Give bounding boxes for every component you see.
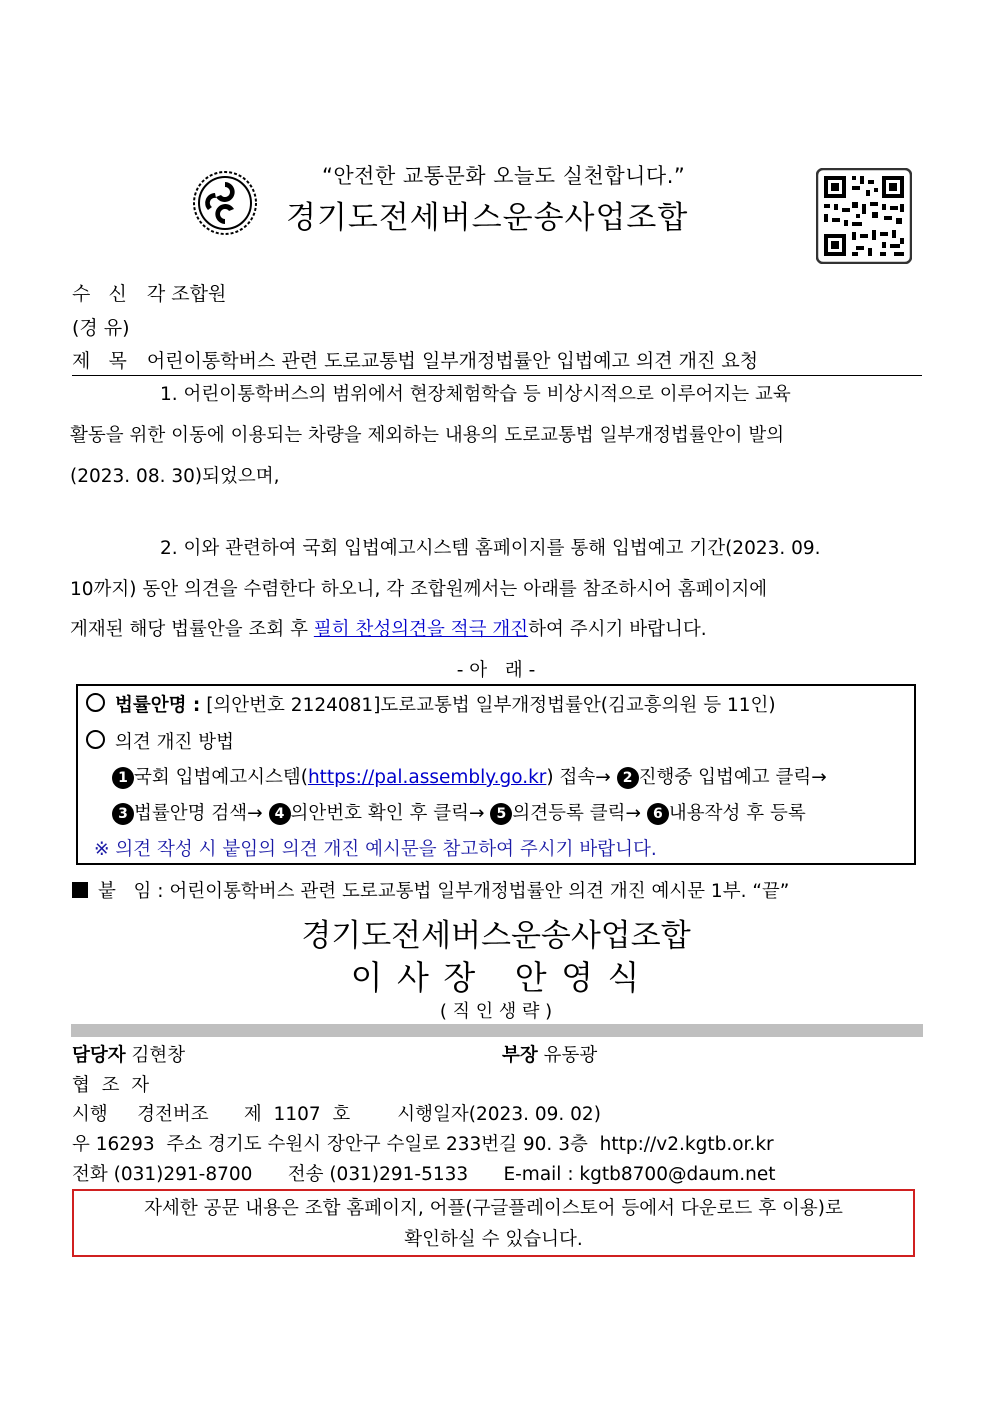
circle-bullet-icon	[86, 730, 105, 749]
notice-line-1: 자세한 공문 내용은 조합 홈페이지, 어플(구글플레이스토어 등에서 다운로드 후 이용)로	[144, 1198, 843, 1219]
notice-line-2: 확인하실 수 있습니다.	[404, 1229, 583, 1250]
cooperator-row: 협 조 자	[72, 1075, 150, 1096]
square-bullet-icon	[72, 882, 88, 898]
para2-line3-pre: 게재된 해당 법률안을 조회 후	[70, 619, 314, 640]
support-opinion-link[interactable]: 필히 찬성의견을 적극 개진	[313, 619, 529, 640]
subject-row	[72, 346, 922, 376]
steps-row-1	[112, 763, 827, 789]
step2-number-icon: 2	[617, 767, 639, 789]
below-heading: - 아 래 -	[456, 660, 536, 681]
para2-line3-post: 하여 주시기 바랍니다.	[528, 619, 707, 640]
union-logo	[192, 170, 258, 236]
para2-line1: 2. 이와 관련하여 국회 입법예고시스템 홈페이지를 통해 입법예고 기간(2023. 09.	[160, 538, 821, 559]
contact-row: 전화 (031)291-8700 전송 (031)291-5133 E-mail : kgtb8700@daum.net	[72, 1164, 776, 1185]
enforcement-row: 시행 경전버조 제 1107 호 시행일자(2023. 09. 02)	[72, 1104, 601, 1125]
step1-number-icon: 1	[112, 767, 134, 789]
step1-pre: 국회 입법예고시스템(	[134, 767, 308, 788]
circle-bullet-icon	[86, 693, 105, 712]
header-org-name: 경기도전세버스운송사업조합	[286, 200, 689, 236]
step4-number-icon: 4	[269, 803, 291, 825]
qr-code[interactable]	[816, 168, 912, 264]
step3-number-icon: 3	[112, 803, 134, 825]
step4-text: 의안번호 확인 후 클릭→	[290, 803, 485, 824]
signature-org: 경기도전세버스운송사업조합	[301, 918, 691, 954]
steps-row-2	[112, 799, 806, 825]
head-name: 유동광	[543, 1045, 598, 1066]
para2-line3	[70, 609, 920, 650]
signature-chair: 이 사 장 안 영 식	[350, 958, 642, 997]
header-slogan: “안전한 교통문화 오늘도 실천합니다.”	[322, 164, 686, 188]
step5-text: 의견등록 클릭→	[512, 803, 641, 824]
note-text: ※ 의견 작성 시 붙임의 의견 개진 예시문을 참고하여 주시기 바랍니다.	[94, 839, 657, 860]
via-row: (경 유)	[72, 317, 130, 339]
step6-text: 내용작성 후 등록	[668, 803, 806, 824]
footer-divider	[71, 1024, 923, 1037]
step5-number-icon: 5	[490, 803, 512, 825]
attachment-row	[72, 877, 789, 903]
para1-line2: 활동을 위한 이동에 이용되는 차량을 제외하는 내용의 도로교통법 일부개정법률안이 발의	[70, 425, 785, 446]
subject-value: 어린이통학버스 관련 도로교통법 일부개정법률안 입법예고 의견 개진 요청	[146, 350, 759, 372]
manager-label: 담당자	[72, 1045, 126, 1066]
subject-label: 제 목	[72, 350, 127, 372]
manager-row	[72, 1041, 185, 1067]
attachment-text: 붙 임 : 어린이통학버스 관련 도로교통법 일부개정법률안 의견 개진 예시문 1부. “끝”	[98, 881, 790, 902]
method-label: 의견 개진 방법	[115, 732, 234, 753]
assembly-url-link[interactable]: https://pal.assembly.go.kr	[307, 767, 547, 788]
seal-note: ( 직 인 생 략 )	[439, 1001, 553, 1022]
head-label: 부장	[502, 1045, 538, 1066]
recipient-label: 수 신	[72, 283, 127, 305]
address-row: 우 16293 주소 경기도 수원시 장안구 수일로 233번길 90. 3층 http://v2.kgtb.or.kr	[72, 1134, 774, 1155]
recipient-row	[72, 279, 226, 306]
head-row	[502, 1041, 597, 1067]
para1-line1: 1. 어린이통학버스의 범위에서 현장체험학습 등 비상시적으로 이루어지는 교육	[160, 384, 791, 405]
step6-number-icon: 6	[647, 803, 669, 825]
para2-line2: 10까지) 동안 의견을 수렴한다 하오니, 각 조합원께서는 아래를 참조하시어 홈페이지에	[70, 579, 768, 600]
manager-name: 김현창	[131, 1045, 186, 1066]
para1-line3: (2023. 08. 30)되었으며,	[70, 466, 280, 487]
step3-text: 법률안명 검색→	[134, 803, 263, 824]
step1-post: ) 접속→	[546, 767, 611, 788]
recipient-value: 각 조합원	[146, 283, 227, 305]
bill-name-row	[86, 691, 776, 717]
step2-text: 진행중 입법예고 클릭→	[638, 767, 827, 788]
bill-name-label: 법률안명 :	[115, 695, 201, 716]
bill-name-value: [의안번호 2124081]도로교통법 일부개정법률안(김교흥의원 등 11인)	[206, 695, 776, 716]
method-row	[86, 728, 234, 754]
